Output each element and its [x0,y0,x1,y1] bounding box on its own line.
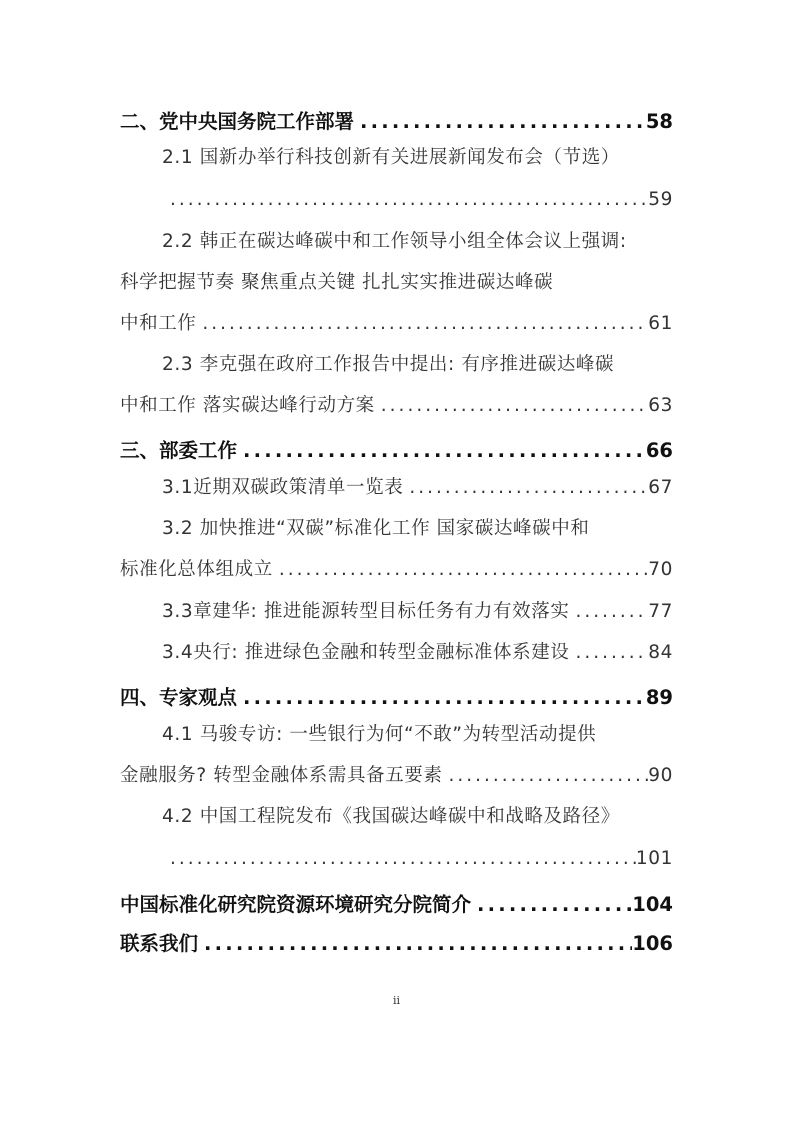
toc-entry-2-2-line-1[interactable] [120,226,673,258]
toc-entry-title: 中和工作 落实碳达峰行动方案 [120,395,375,416]
toc-leader-dots [162,843,636,875]
toc-entry-institute-intro[interactable] [120,889,673,921]
toc-entry-4-1-line-2[interactable] [120,760,673,792]
toc-entry-contact-us[interactable] [120,928,673,960]
toc-page-number: 70 [648,559,673,580]
toc-leader-dots [569,596,648,628]
toc-page-number: 59 [648,189,673,210]
toc-leader-dots [443,760,649,792]
toc-entry-4-1-line-1[interactable] [120,719,673,751]
toc-entry-title: 3.3章建华: 推进能源转型目标任务有力有效落实 [162,601,570,622]
toc-entry-title: 科学把握节奏 聚焦重点关键 扎扎实实推进碳达峰碳 [120,272,554,293]
toc-entry-3-3[interactable] [120,596,673,628]
toc-page-number: 90 [648,765,673,786]
toc-entry-title: 2.1 国新办举行科技创新有关进展新闻发布会（节选） [162,147,620,168]
toc-leader-dots [403,472,648,504]
toc-leader-dots [569,637,648,669]
toc-entry-3-2-line-1[interactable] [120,513,673,545]
toc-leader-dots [196,308,648,340]
toc-page-number: 66 [645,439,673,462]
toc-page-number: 67 [648,477,673,498]
toc-entry-section-3[interactable] [120,435,673,467]
toc-entry-title: 三、部委工作 [120,439,238,462]
toc-entry-2-1-leader[interactable] [120,184,673,216]
toc-page-number: 101 [635,848,673,869]
toc-leader-dots [375,390,648,422]
toc-entry-title: 二、党中央国务院工作部署 [120,110,355,133]
toc-entry-4-2-leader[interactable] [120,843,673,875]
toc-leader-dots [237,682,646,714]
toc-entry-title: 标准化总体组成立 [120,559,273,580]
toc-entry-2-2-line-3[interactable] [120,308,673,340]
toc-entry-title: 2.3 李克强在政府工作报告中提出: 有序推进碳达峰碳 [162,354,615,375]
toc-entry-2-3-line-2[interactable] [120,390,673,422]
toc-entry-2-1[interactable] [120,142,673,174]
toc-entry-title: 四、专家观点 [120,686,238,709]
toc-entry-section-2[interactable] [120,106,673,138]
toc-entry-2-3-line-1[interactable] [120,349,673,381]
toc-entry-title: 联系我们 [120,932,199,955]
toc-entry-title: 4.2 中国工程院发布《我国碳达峰碳中和战略及路径》 [162,806,620,827]
toc-entry-title: 中国标准化研究院资源环境研究分院简介 [120,893,472,916]
toc-page-number: 61 [648,313,673,334]
toc-leader-dots [471,889,632,921]
toc-entry-title: 4.1 马骏专访: 一些银行为何“不敢”为转型活动提供 [162,724,597,745]
toc-entry-3-4[interactable] [120,637,673,669]
toc-leader-dots [198,928,632,960]
toc-entry-title: 中和工作 [120,313,197,334]
toc-page-number: 84 [648,642,673,663]
toc-page-number: 77 [648,601,673,622]
toc-entry-title: 2.2 韩正在碳达峰碳中和工作领导小组全体会议上强调: [162,231,627,252]
toc-page-number: 89 [645,686,673,709]
toc-entry-section-4[interactable] [120,682,673,714]
toc-page-number: 104 [632,893,673,916]
toc-entry-title: 3.1近期双碳政策清单一览表 [162,477,404,498]
toc-leader-dots [162,184,648,216]
toc-entry-title: 金融服务? 转型金融体系需具备五要素 [120,765,443,786]
page-number-footer: ii [392,994,401,1007]
toc-entry-4-2[interactable] [120,801,673,833]
toc-entry-title: 3.4央行: 推进绿色金融和转型金融标准体系建设 [162,642,570,663]
toc-page-number: 58 [645,110,673,133]
toc-page-number: 63 [648,395,673,416]
toc-leader-dots [237,435,646,467]
toc-leader-dots [354,106,646,138]
toc-entry-title: 3.2 加快推进“双碳”标准化工作 国家碳达峰碳中和 [162,518,590,539]
toc-page-number: 106 [632,932,673,955]
toc-entry-2-2-line-2[interactable] [120,267,673,299]
toc-entry-3-2-line-2[interactable] [120,554,673,586]
toc-leader-dots [273,554,648,586]
toc-entry-3-1[interactable] [120,472,673,504]
